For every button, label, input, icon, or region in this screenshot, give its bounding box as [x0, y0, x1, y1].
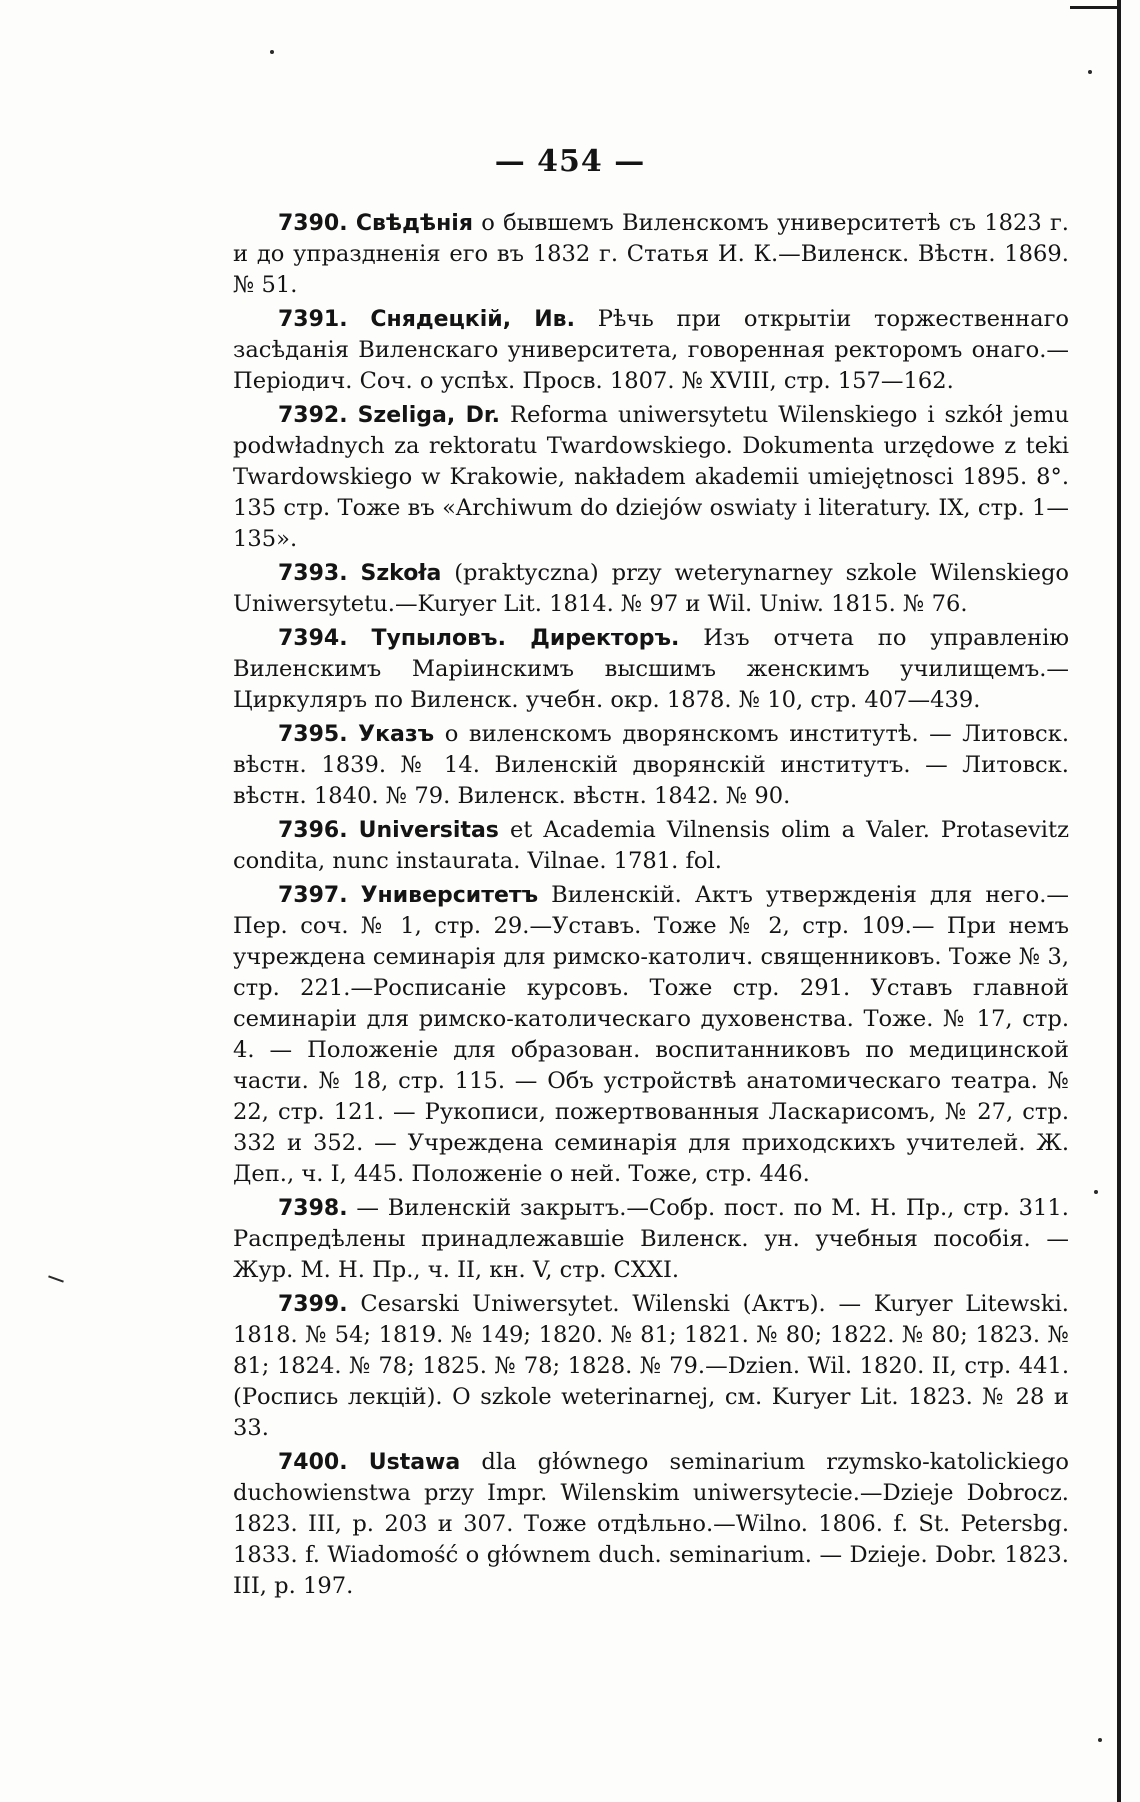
entry-text: Рѣчь при открытіи торжественнаго засѣданія Виленскаго университета, говоренная ректоромъ онаго.— Періодич. Соч. о успѣх. Просв. 1807. № XVIII, стр. 157—162. [233, 306, 1070, 394]
entry-7393 [233, 558, 1069, 620]
entry-7394 [233, 623, 1069, 716]
entry-text: Cesarski Uniwersytet. Wilenski (Актъ). — Kuryer Litewski. 1818. № 54; 1819. № 149; 1820. № 81; 1821. № 80; 1822. № 80; 1823. № 81; 1824. № 78; 1825. № 78; 1828. № 79.—Dzien. Wil. 1820. II, стр. 441. (Роспись лекцій). О szkole weterinarnej, см. Kuryer Lit. 1823. № 28 и 33. [233, 1291, 1069, 1441]
entry-text: Reforma uniwersytetu Wilenskiego i szkół jemu podwładnych za rektoratu Twardowskiego. Dokumenta urzędowe z teki Twardowskiego w Krakowie, nakładem akademii umiejętnosci 1895. 8°. 135 стр. Тоже въ «Archiwum do dziejów oswiaty i literatury. IX, стр. 1—135». [233, 402, 1069, 552]
entry-number: 7393. [278, 561, 348, 586]
entry-heading: Szeliga, Dr. [357, 403, 500, 428]
entry-7397 [233, 880, 1069, 1190]
bibliography-entries [233, 208, 1069, 1605]
entry-heading: Universitas [358, 818, 499, 843]
entry-number: 7397. [278, 883, 348, 908]
entry-heading: Снядецкій, Ив. [370, 307, 575, 332]
entry-number: 7395. [278, 722, 348, 747]
entry-text: (praktyczna) przy weterynarney szkole Wilenskiego Uniwersytetu.—Kuryer Lit. 1814. № 97 и Wil. Uniw. 1815. № 76. [233, 560, 1070, 617]
entry-heading: Ustawa [368, 1450, 461, 1475]
entry-7391 [233, 304, 1069, 397]
entry-number: 7390. [278, 211, 348, 236]
page-edge-shadow [1117, 0, 1121, 1802]
entry-text: dla głównego seminarium rzymsko-katolickiego duchowienstwa przy Impr. Wilenskim uniwersytecie.—Dzieje Dobrocz. 1823. III, p. 203 и 307. Тоже отдѣльно.—Wilno. 1806. f. St. Petersbg. 1833. f. Wiadomość o głównem duch. seminarium. — Dzieje. Dobr. 1823. III, p. 197. [233, 1449, 1070, 1599]
entry-text: Изъ отчета по управленію Виленскимъ Маріинскимъ высшимъ женскимъ училищемъ.—Циркуляръ по Виленск. учебн. окр. 1878. № 10, стр. 407—439. [233, 625, 1069, 713]
entry-number: 7398. [278, 1196, 348, 1221]
entry-text: Виленскій. Актъ утвержденія для него.—Пер. соч. № 1, стр. 29.—Уставъ. Тоже № 2, стр. 109.— При немъ учреждена семинарія для римско-католич. священниковъ. Тоже № 3, стр. 221.—Росписаніе курсовъ. Тоже стр. 291. Уставъ главной семинаріи для римско-католическаго духовенства. Тоже. № 17, стр. 4. — Положеніе для образован. воспитанниковъ по медицинской части. № 18, стр. 115. — Объ устройствѣ анатомическаго театра. № 22, стр. 121. — Рукописи, пожертвованныя Ласкарисомъ, № 27, стр. 332 и 352. — Учреждена семинарія для приходскихъ учителей. Ж. Деп., ч. I, 445. Положеніе о ней. Тоже, стр. 446. [233, 882, 1069, 1187]
entry-heading: Szkoła [360, 561, 442, 586]
entry-7399 [233, 1289, 1069, 1444]
entry-text: — Виленскій закрытъ.—Собр. пост. по М. Н. Пр., стр. 311. Распредѣлены принадлежавшіе Виленск. ун. учебныя пособія. — Жур. М. Н. Пр., ч. II, кн. V, стр. CXXI. [233, 1195, 1069, 1283]
entry-7398 [233, 1193, 1069, 1286]
entry-number: 7392. [278, 403, 348, 428]
entry-number: 7400. [278, 1450, 348, 1475]
entry-number: 7399. [278, 1292, 348, 1317]
entry-heading: Университетъ [360, 883, 539, 908]
entry-heading: Указъ [358, 722, 435, 747]
entry-text: о виленскомъ дворянскомъ институтѣ. — Литовск. вѣстн. 1839. № 14. Виленскій дворянскій институтъ. — Литовск. вѣстн. 1840. № 79. Виленск. вѣстн. 1842. № 90. [233, 721, 1069, 809]
entry-7396 [233, 815, 1069, 877]
entry-number: 7394. [278, 626, 348, 651]
entry-heading: Тупыловъ. Директоръ. [371, 626, 680, 651]
entry-7390 [233, 208, 1069, 301]
entry-number: 7396. [278, 818, 348, 843]
entry-number: 7391. [278, 307, 348, 332]
entry-7392 [233, 400, 1069, 555]
margin-mark [48, 1275, 64, 1282]
scan-speck [1094, 1190, 1098, 1194]
scan-speck [270, 50, 274, 54]
corner-scan-mark [1070, 6, 1120, 9]
entry-7395 [233, 719, 1069, 812]
scan-speck [1088, 70, 1092, 74]
entry-heading: Свѣдѣнія [355, 211, 473, 236]
scan-speck [1098, 1738, 1102, 1742]
page-number: — 454 — [494, 144, 646, 179]
entry-text: et Academia Vilnensis olim a Valer. Protasevitz condita, nunc instaurata. Vilnae. 1781. fol. [233, 817, 1070, 874]
entry-7400 [233, 1447, 1069, 1602]
entry-text: о бывшемъ Виленскомъ университетѣ съ 1823 г. и до упраздненія его въ 1832 г. Статья И. К.—Виленск. Вѣстн. 1869. № 51. [233, 210, 1069, 298]
